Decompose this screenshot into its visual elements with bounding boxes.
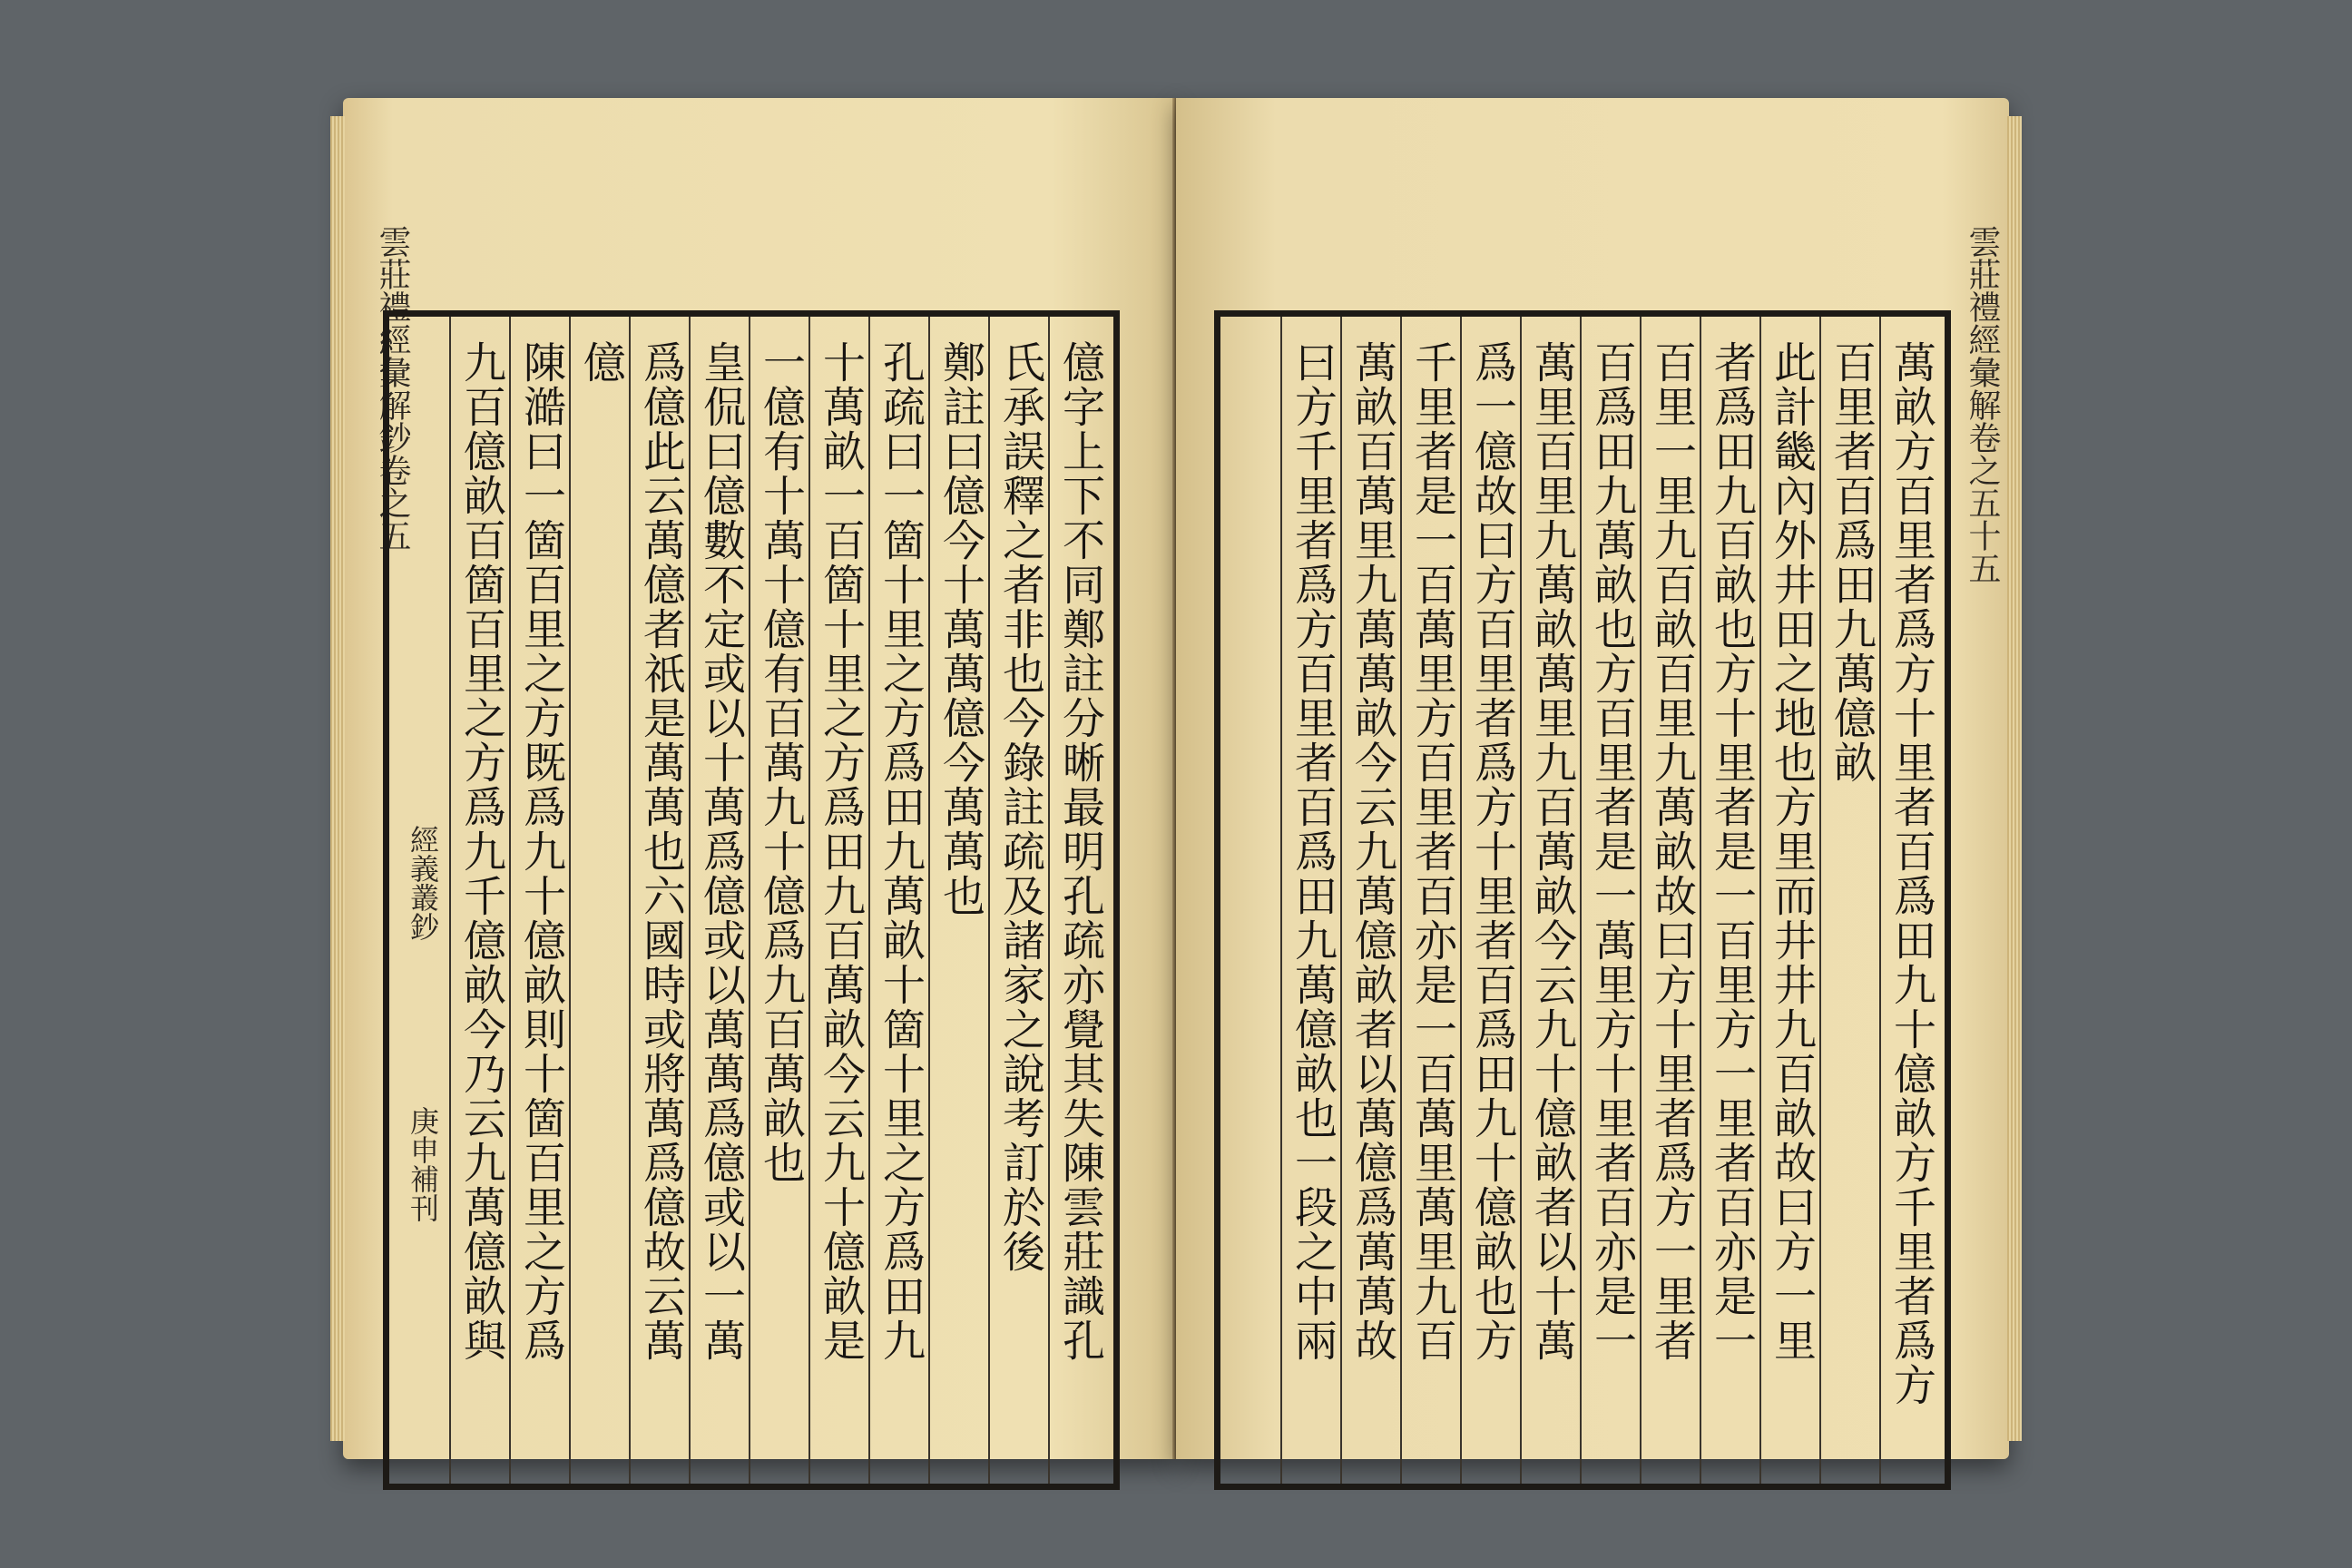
column-rule bbox=[449, 317, 451, 1484]
column-rule bbox=[569, 317, 571, 1484]
column-rule bbox=[1280, 317, 1282, 1484]
page-number: 十五 bbox=[1964, 519, 2001, 584]
text-column: 萬畝方百里者爲方十里者百爲田九十億畝方千里者爲方 bbox=[1886, 340, 1936, 1407]
left-footer-reprint: 庚申補刊 bbox=[406, 1106, 440, 1222]
text-column: 百里一里九百畝百里九萬畝故曰方十里者爲方一里者 bbox=[1647, 340, 1697, 1363]
column-rule bbox=[1759, 317, 1761, 1484]
column-rule bbox=[868, 317, 870, 1484]
text-column: 曰方千里者爲方百里者百爲田九萬億畝也一段之中兩 bbox=[1288, 340, 1338, 1363]
column-rule bbox=[629, 317, 631, 1484]
text-column: 皇侃曰億數不定或以十萬爲億或以萬萬爲億或以一萬 bbox=[696, 340, 746, 1363]
text-column: 孔疏曰一箇十里之方爲田九萬畝十箇十里之方爲田九 bbox=[876, 340, 926, 1363]
right-margin-volume: 卷之五 bbox=[1964, 421, 2001, 519]
text-column: 千里者是一百萬里方百里者百亦是一百萬里萬里九百 bbox=[1407, 340, 1457, 1363]
left-text-frame bbox=[383, 310, 1120, 1490]
right-page bbox=[1176, 98, 2009, 1459]
column-rule bbox=[749, 317, 750, 1484]
open-book bbox=[343, 98, 2009, 1459]
text-column: 九百億畝百箇百里之方爲九千億畝今乃云九萬億畝與 bbox=[456, 340, 506, 1363]
text-column: 爲一億故曰方百里者爲方十里者百爲田九十億畝也方 bbox=[1467, 340, 1517, 1363]
text-column: 億 bbox=[576, 340, 626, 385]
left-footer-label: 經義叢鈔 bbox=[406, 825, 440, 941]
column-rule bbox=[928, 317, 930, 1484]
left-margin-title: 雲莊禮經彙解鈔卷之五 bbox=[374, 225, 411, 552]
text-column: 百里者百爲田九萬億畝 bbox=[1827, 340, 1877, 785]
right-margin-title bbox=[1938, 225, 2005, 1495]
column-rule bbox=[1640, 317, 1642, 1484]
text-column: 億字上下不同鄭註分晰最明孔疏亦覺其失陳雲莊識孔 bbox=[1055, 340, 1105, 1363]
column-rule bbox=[1879, 317, 1881, 1484]
column-rule bbox=[1700, 317, 1701, 1484]
right-page-edge bbox=[2007, 116, 2022, 1441]
right-margin-label: 雲莊禮經彙解 bbox=[1964, 225, 2001, 421]
column-rule bbox=[988, 317, 990, 1484]
text-column: 此計畿內外井田之地也方里而井井九百畝故曰方一里 bbox=[1767, 340, 1817, 1363]
left-page bbox=[343, 98, 1176, 1459]
text-column: 鄭註曰億今十萬萬億今萬萬也 bbox=[936, 340, 985, 918]
column-rule bbox=[1048, 317, 1050, 1484]
column-rule bbox=[1460, 317, 1462, 1484]
column-rule bbox=[509, 317, 511, 1484]
left-page-edge bbox=[330, 116, 345, 1441]
text-column: 一億有十萬十億有百萬九十億爲九百萬畝也 bbox=[756, 340, 806, 1185]
column-rule bbox=[689, 317, 691, 1484]
text-column: 十萬畝一百箇十里之方爲田九百萬畝今云九十億畝是 bbox=[816, 340, 866, 1363]
column-rule bbox=[1580, 317, 1582, 1484]
text-column: 者爲田九百畝也方十里者是一百里方一里者百亦是一 bbox=[1707, 340, 1757, 1363]
column-rule bbox=[808, 317, 810, 1484]
text-column: 百爲田九萬畝也方百里者是一萬里方十里者百亦是一 bbox=[1587, 340, 1637, 1363]
text-column: 萬里百里九萬畝萬里九百萬畝今云九十億畝者以十萬 bbox=[1527, 340, 1577, 1363]
column-rule bbox=[1819, 317, 1821, 1484]
text-column: 陳澔曰一箇百里之方既爲九十億畝則十箇百里之方爲 bbox=[516, 340, 566, 1363]
column-rule bbox=[1520, 317, 1522, 1484]
text-column: 爲億此云萬億者祇是萬萬也六國時或將萬爲億故云萬 bbox=[636, 340, 686, 1363]
text-column: 萬畝百萬里九萬萬畝今云九萬億畝者以萬億爲萬萬故 bbox=[1348, 340, 1397, 1363]
column-rule bbox=[1340, 317, 1342, 1484]
right-text-frame bbox=[1214, 310, 1951, 1490]
text-column: 氏承誤釋之者非也今錄註疏及諸家之說考訂於後 bbox=[995, 340, 1045, 1274]
column-rule bbox=[1400, 317, 1402, 1484]
